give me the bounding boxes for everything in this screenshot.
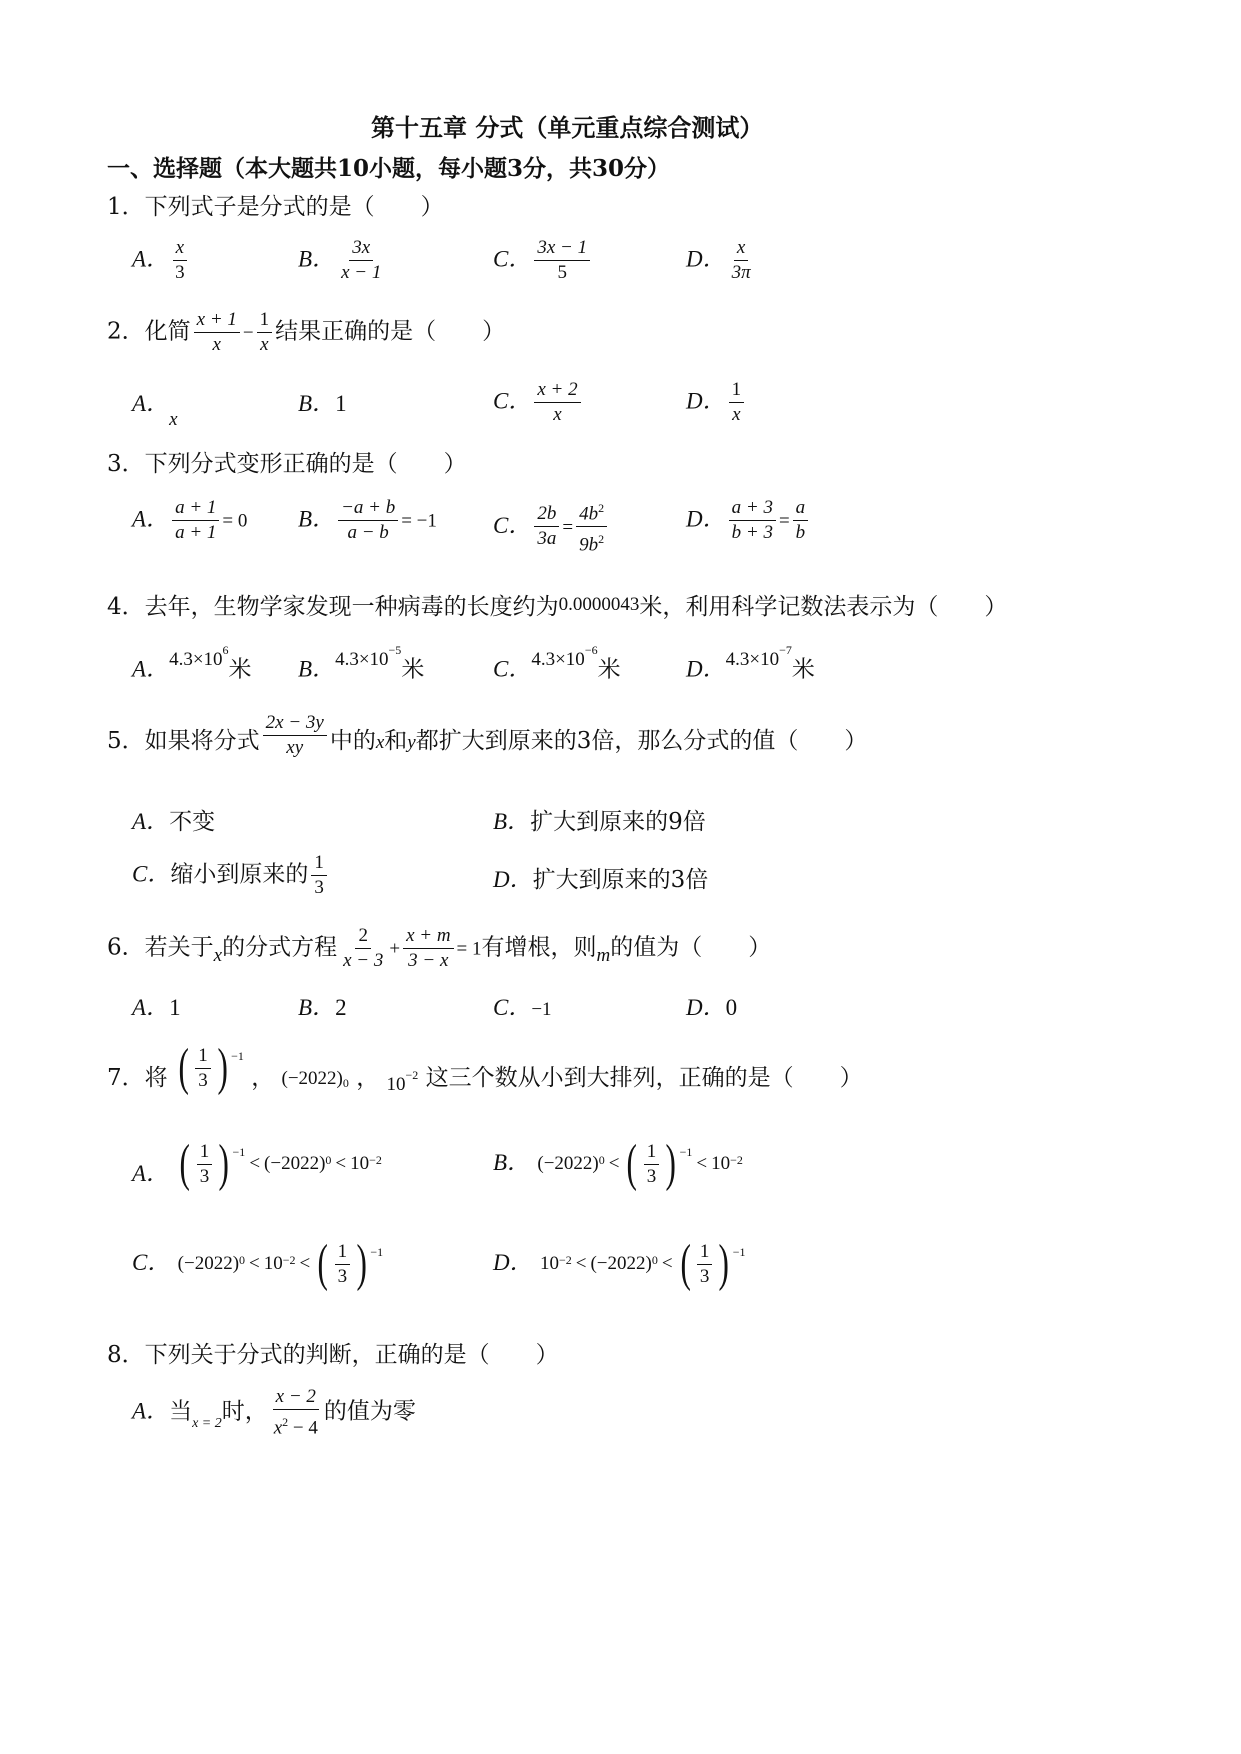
question-6-stem: 6．若关于$_x$的分式方程 $\frac{2}{x - 3}$ + $\frac{x + m}{3 - x}$ = 1有增根，则$_m$的值为（ ） — [107, 925, 772, 971]
question-4-option-d[interactable]: D．$^{4.3\times 10-7}$米 — [686, 643, 815, 683]
fraction: $\frac{a + 3}{b + 3}$ — [729, 497, 776, 544]
question-7-stem: 7．将 ( $\frac{1}{3}$ ) $^{-1}$ ， (−2022) $_0$ ， 10 $^{-2}$ 这三个数从小到大排列，正确的是（ ） — [107, 1039, 863, 1096]
fraction: $\frac{a + 1}{a + 1}$ — [172, 497, 219, 544]
question-4-option-c[interactable]: C．$^{4.3\times 10-6}$米 — [493, 643, 621, 683]
fraction: $\frac{3x - 1}{5}$ — [534, 237, 590, 284]
fraction: $\frac{a}{b}$ — [793, 497, 809, 544]
fraction: $\frac{x + 1}{x}$ — [194, 309, 240, 356]
question-5-option-b[interactable]: B．扩大到原来的9倍 — [493, 809, 706, 835]
question-1-option-b[interactable]: B． $\frac{3x}{x - 1}$ — [298, 237, 387, 284]
question-3-option-d[interactable]: D． $\frac{a + 3}{b + 3}$ = $\frac{a}{b}$ — [686, 497, 811, 544]
page-title: 第十五章 分式（单元重点综合测试） — [371, 113, 764, 142]
question-4-stem: 4．去年，生物学家发现一种病毒的长度约为0.0000043米，利用科学记数法表示为（ ） — [107, 594, 1008, 620]
fraction: $\frac{1}{x}$ — [257, 309, 273, 356]
section-heading: 一、选择题（本大题共10小题，每小题3分，共30分） — [107, 155, 671, 182]
expr-neg2022-zero: (−2022) $_0$ — [281, 1068, 349, 1090]
fraction: $\frac{2}{x - 3}$ — [343, 925, 384, 971]
expr-third-inverse: ( $\frac{1}{3}$ ) $^{-1}$ — [178, 1039, 244, 1096]
question-7-option-d[interactable]: D． 10 $^{-2}$ < (−2022) $^0$ < ( $\frac{1}{3}$ ) $^{-1}$ — [493, 1235, 746, 1292]
fraction: $\frac{1}{3}$ — [311, 852, 327, 899]
question-1-option-d[interactable]: D． $\frac{x}{3\pi}$ — [686, 237, 757, 284]
question-1-option-a[interactable]: A． $\frac{x}{3}$ — [132, 237, 191, 284]
question-6-option-b[interactable]: B．2 — [298, 995, 347, 1020]
fraction: $\frac{2x - 3y}{xy}$ — [263, 712, 327, 759]
fraction: $\frac{3x}{x - 1}$ — [341, 237, 382, 283]
fraction: $\frac{4b^2}{9b^2}$ — [576, 497, 607, 557]
question-2-option-c[interactable]: C． $\frac{x + 2}{x}$ — [493, 379, 584, 426]
question-3-option-a[interactable]: A． $\frac{a + 1}{a + 1}$ = 0 — [132, 497, 248, 543]
question-7-option-c[interactable]: C． (−2022) $^0$ < 10 $^{-2}$ < ( $\frac{1}{3}$ ) $^{-1}$ — [132, 1235, 384, 1292]
question-2-option-b[interactable]: B．1 — [298, 391, 347, 416]
fraction: $\frac{x + m}{3 - x}$ — [403, 925, 453, 972]
fraction: $\frac{x}{3}$ — [172, 237, 188, 284]
question-5-stem: 5．如果将分式 $\frac{2x - 3y}{xy}$ 中的x和y都扩大到原来的3倍，那么分式的值（ ） — [107, 712, 868, 758]
question-2-option-d[interactable]: D． $\frac{1}{x}$ — [686, 379, 747, 426]
question-3-option-b[interactable]: B． $\frac{-a + b}{a - b}$ = −1 — [298, 497, 437, 543]
question-2-option-a[interactable]: A．$_x$ — [132, 391, 178, 430]
question-4-option-a[interactable]: A．$^{4.3\times 106}$米 — [132, 643, 252, 683]
question-5-option-d[interactable]: D．扩大到原来的3倍 — [493, 867, 709, 893]
question-5-option-c[interactable]: C．缩小到原来的 $\frac{1}{3}$ — [132, 852, 330, 899]
question-7-option-a[interactable]: A． ( $\frac{1}{3}$ ) $^{-1}$ < (−2022) $^0$ < 10 $^{-2}$ — [132, 1135, 382, 1192]
question-4-option-b[interactable]: B．$^{4.3\times 10-5}$米 — [298, 643, 425, 683]
question-5-option-a[interactable]: A．不变 — [132, 809, 216, 835]
fraction: $\frac{2b}{3a}$ — [534, 503, 559, 550]
question-7-option-b[interactable]: B． (−2022) $^0$ < ( $\frac{1}{3}$ ) $^{-1}$ < 10 $^{-2}$ — [493, 1135, 743, 1192]
question-8-option-a[interactable]: A．当$_{x = 2}$时， $\frac{x - 2}{x^2 - 4}$ 的值为零 — [132, 1386, 416, 1439]
expr-ten-neg2: 10 $^{-2}$ — [386, 1068, 419, 1095]
question-2-stem: 2．化简 $\frac{x + 1}{x}$ − $\frac{1}{x}$ 结果正确的是（ ） — [107, 309, 506, 355]
fraction: $\frac{x - 2}{x^2 - 4}$ — [273, 1386, 318, 1439]
fraction: $\frac{x + 2}{x}$ — [534, 379, 580, 426]
question-6-option-c[interactable]: C．−1 — [493, 995, 552, 1020]
question-3-stem: 3．下列分式变形正确的是（ ） — [107, 451, 467, 477]
question-1-option-c[interactable]: C． $\frac{3x - 1}{5}$ — [493, 237, 593, 284]
question-1-stem: 1．下列式子是分式的是（ ） — [107, 194, 444, 220]
question-3-option-c[interactable]: C． $\frac{2b}{3a}$ = $\frac{4b^2}{9b^2}$ — [493, 497, 610, 557]
question-6-option-d[interactable]: D．0 — [686, 995, 738, 1020]
fraction: $\frac{-a + b}{a - b}$ — [338, 497, 398, 544]
fraction: $\frac{1}{x}$ — [729, 379, 745, 426]
fraction: $\frac{x}{3\pi}$ — [731, 237, 751, 283]
question-8-stem: 8．下列关于分式的判断，正确的是（ ） — [107, 1342, 559, 1368]
question-6-option-a[interactable]: A．1 — [132, 995, 181, 1020]
